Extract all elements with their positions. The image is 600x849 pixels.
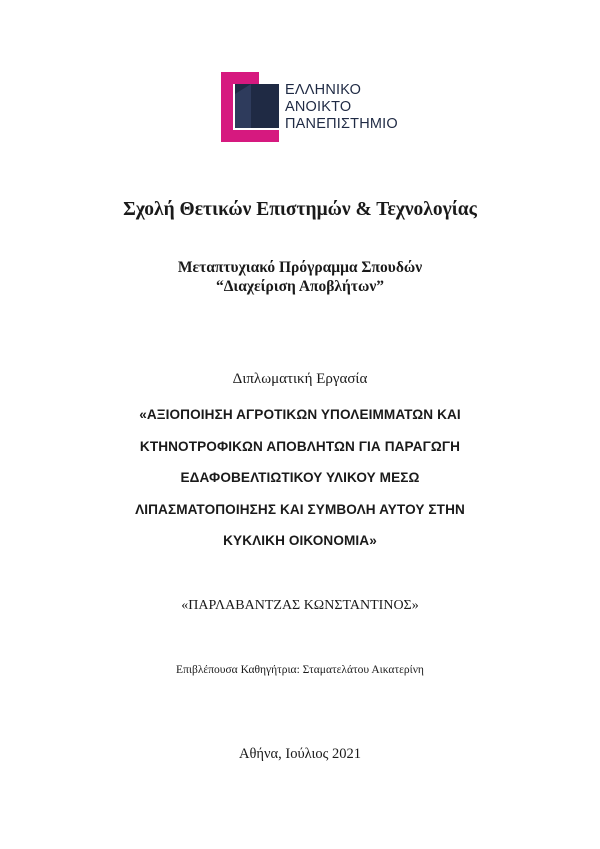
thesis-title <box>60 399 540 557</box>
thesis-type: Διπλωματική Εργασία <box>232 371 368 387</box>
eap-logo-icon <box>221 72 279 142</box>
program-specialization: “Διαχείριση Αποβλήτων” <box>215 278 385 295</box>
logo-line-2: ΑΝΟΙΚΤΟ <box>285 99 352 115</box>
date-place: Αθήνα, Ιούλιος 2021 <box>238 746 362 762</box>
school-name: Σχολή Θετικών Επιστημών & Τεχνολογίας <box>123 199 477 220</box>
title-line: ΚΥΚΛΙΚΗ ΟΙΚΟΝΟΜΙΑ» <box>223 533 377 548</box>
title-line: ΚΤΗΝΟΤΡΟΦΙΚΩΝ ΑΠΟΒΛΗΤΩΝ ΓΙΑ ΠΑΡΑΓΩΓΗ <box>139 438 461 454</box>
logo-wordmark <box>285 82 398 133</box>
program-block <box>0 258 600 296</box>
title-line: ΕΔΑΦΟΒΕΛΤΙΩΤΙΚΟΥ ΥΛΙΚΟΥ ΜΕΣΩ <box>180 470 420 485</box>
author-name: «ΠΑΡΛΑΒΑΝΤΖΑΣ ΚΩΝΣΤΑΝΤΙΝΟΣ» <box>181 598 419 613</box>
logo-line-3: ΠΑΝΕΠΙΣΤΗΜΙΟ <box>285 116 398 132</box>
program-name: Μεταπτυχιακό Πρόγραμμα Σπουδών <box>177 259 423 276</box>
title-line: ΛΙΠΑΣΜΑΤΟΠΟΙΗΣΗΣ ΚΑΙ ΣΥΜΒΟΛΗ ΑΥΤΟΥ ΣΤΗΝ <box>135 501 465 517</box>
university-logo <box>221 72 411 142</box>
logo-line-1: ΕΛΛΗΝΙΚΟ <box>285 82 362 98</box>
supervisor: Επιβλέπουσα Καθηγήτρια: Σταματελάτου Αικατερίνη <box>176 664 424 676</box>
title-line: «ΑΞΙΟΠΟΙΗΣΗ ΑΓΡΟΤΙΚΩΝ ΥΠΟΛΕΙΜΜΑΤΩΝ ΚΑΙ <box>139 407 461 422</box>
